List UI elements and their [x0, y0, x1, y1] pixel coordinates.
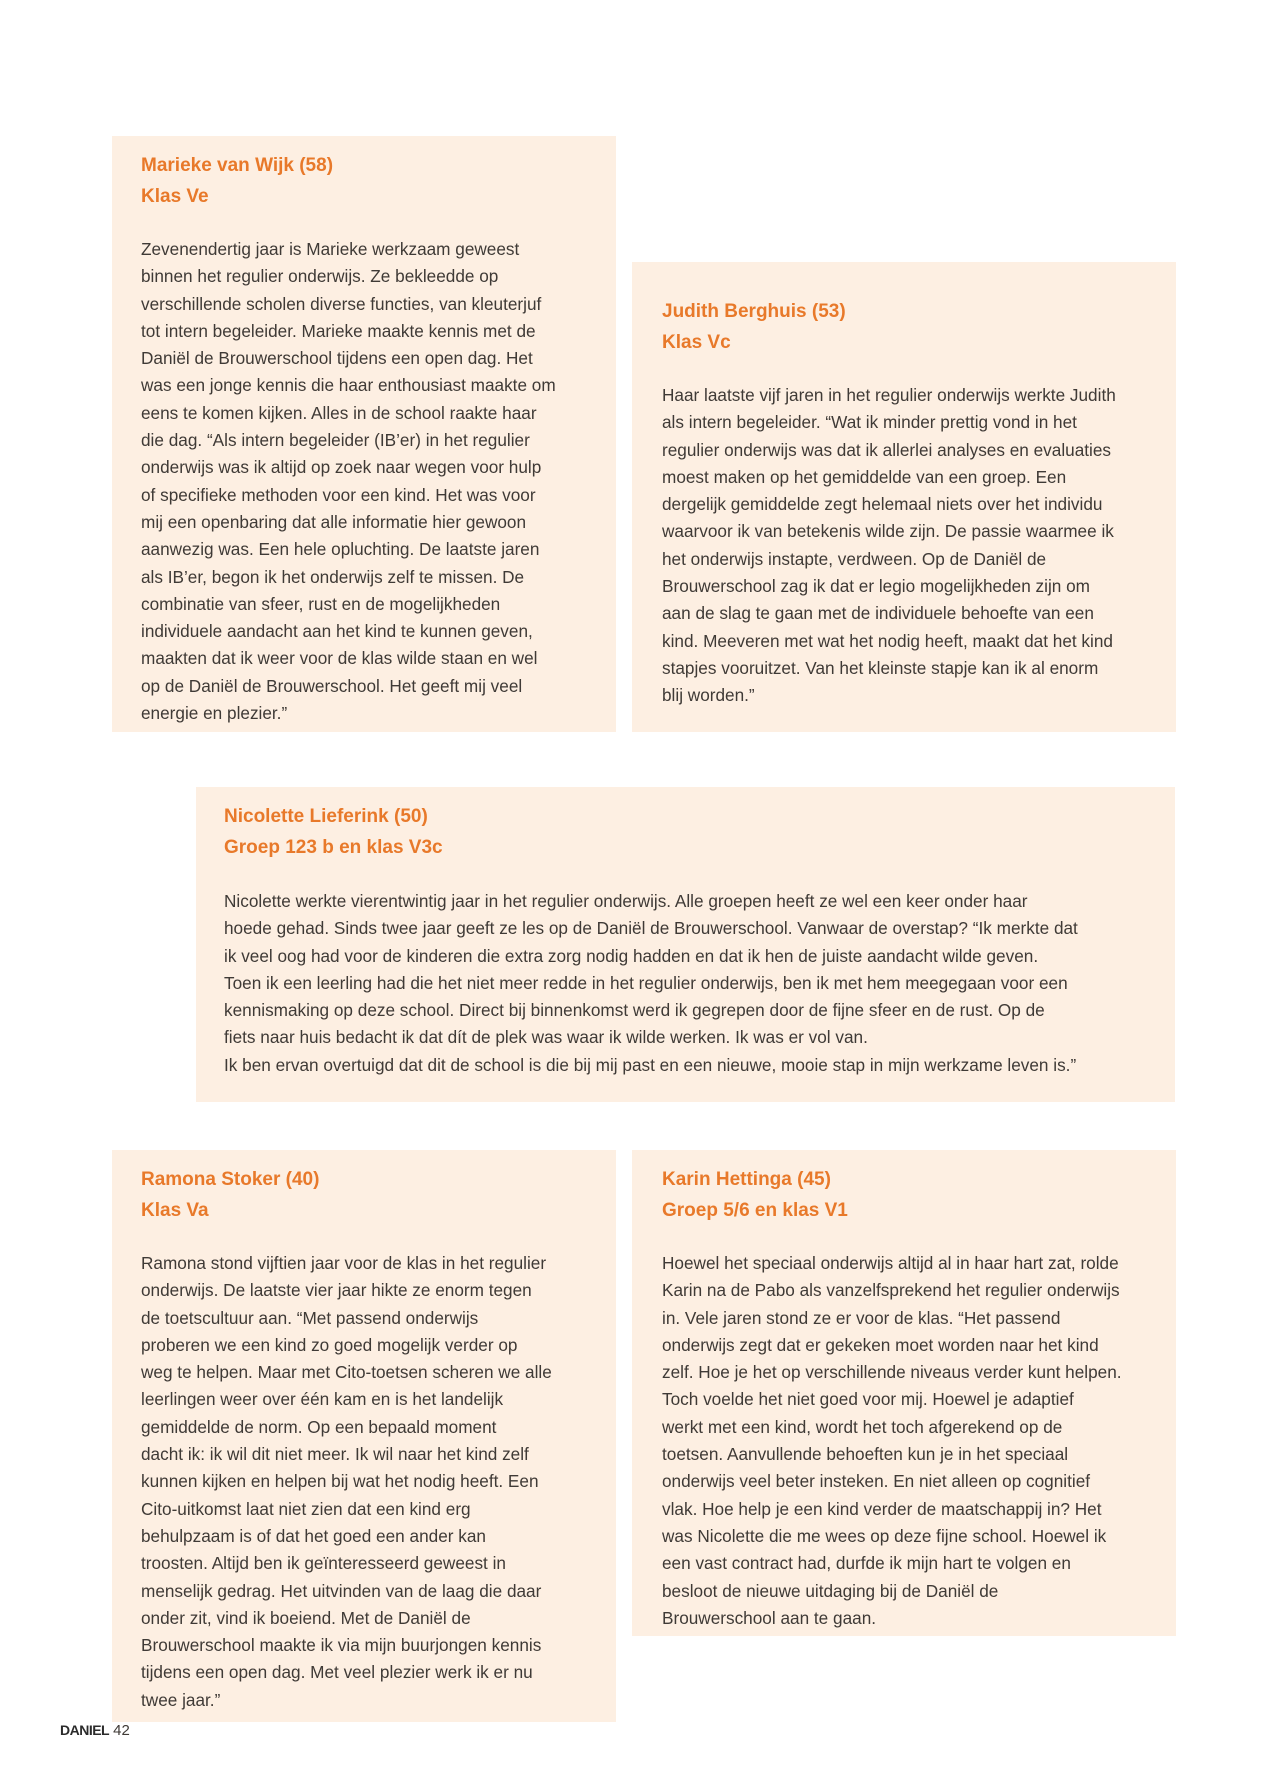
page-footer [60, 1722, 130, 1739]
profile-class: Klas Ve [141, 186, 209, 207]
profile-class: Groep 123 b en klas V3c [224, 837, 443, 858]
profile-card-karin [632, 1150, 1176, 1636]
profile-class: Klas Vc [662, 332, 731, 353]
profile-name: Marieke van Wijk (58) [141, 155, 334, 176]
magazine-logo: DANIEL [60, 1722, 110, 1738]
profile-bio: Haar laatste vijf jaren in het regulier onderwijs werkte Judith als intern begeleider. “Wat ik minder prettig vond in het regulier onderwijs was dat ik allerlei analyses en evaluaties moest maken op het gemiddelde van een groep. Een dergelijk gemiddelde zegt helemaal niets over het individu waarvoor ik van betekenis wilde zijn. De passie waarmee ik het onderwijs instapte, verdween. Op de Daniël de Brouwerschool zag ik dat er legio mogelijkheden zijn om aan de slag te gaan met de individuele behoefte van een kind. Meeveren met wat het nodig heeft, maakt dat het kind stapjes vooruitzet. Van het kleinste stapje kan ik al enorm blij worden.” [662, 385, 1116, 706]
profile-card-marieke [112, 136, 616, 732]
profile-name: Judith Berghuis (53) [662, 301, 846, 322]
page-number: 42 [113, 1722, 130, 1739]
profile-class: Groep 5/6 en klas V1 [662, 1200, 848, 1221]
profile-bio: Hoewel het speciaal onderwijs altijd al in haar hart zat, rolde Karin na de Pabo als vanzelfsprekend het regulier onderwijs in. Vele jaren stond ze er voor de klas. “Het passend onderwijs zegt dat er gekeken moet worden naar het kind zelf. Hoe je het op verschillende niveaus verder kunt helpen. Toch voelde het niet goed voor mij. Hoewel je adaptief werkt met een kind, wordt het toch afgerekend op de toetsen. Aanvullende behoeften kun je in het speciaal onderwijs veel beter insteken. En niet alleen op cognitief vlak. Hoe help je een kind verder de maatschappij in? Het was Nicolette die me wees op deze fijne school. Hoewel ik een vast contract had, durfde ik mijn hart te volgen en besloot de nieuwe uitdaging bij de Daniël de Brouwerschool aan te gaan. [662, 1253, 1122, 1628]
profile-bio: Ramona stond vijftien jaar voor de klas in het regulier onderwijs. De laatste vier jaar hikte ze enorm tegen de toetscultuur aan. “Met passend onderwijs proberen we een kind zo goed mogelijk verder op weg te helpen. Maar met Cito-toetsen scheren we alle leerlingen weer over één kam en is het landelijk gemiddelde de norm. Op een bepaald moment dacht ik: ik wil dit niet meer. Ik wil naar het kind zelf kunnen kijken en helpen bij wat het nodig heeft. Een Cito-uitkomst laat niet zien dat een kind erg behulpzaam is of dat het goed een ander kan troosten. Altijd ben ik geïnteresseerd geweest in menselijk gedrag. Het uitvinden van de laag die daar onder zit, vind ik boeiend. Met de Daniël de Brouwerschool maakte ik via mijn buurjongen kennis tijdens een open dag. Met veel plezier werk ik er nu twee jaar.” [141, 1253, 552, 1710]
profile-card-nicolette [196, 787, 1175, 1102]
profile-class: Klas Va [141, 1200, 209, 1221]
profile-card-ramona [112, 1150, 616, 1722]
profile-name: Karin Hettinga (45) [662, 1169, 831, 1190]
profile-card-judith [632, 262, 1176, 732]
profile-bio: Nicolette werkte vierentwintig jaar in het regulier onderwijs. Alle groepen heeft ze wel een keer onder haar hoede gehad. Sinds twee jaar geeft ze les op de Daniël de Brouwerschool. Vanwaar de overstap? “Ik merkte dat ik veel oog had voor de kinderen die extra zorg nodig hadden en dat ik hen de juiste aandacht wilde geven. Toen ik een leerling had die het niet meer redde in het regulier onderwijs, ben ik met hem meegegaan voor een kennismaking op deze school. Direct bij binnenkomst werd ik gegrepen door de fijne sfeer en de rust. Op de fiets naar huis bedacht ik dat dít de plek was waar ik wilde werken. Ik was er vol van. Ik ben ervan overtuigd dat dit de school is die bij mij past en een nieuwe, mooie stap in mijn werkzame leven is.” [224, 891, 1078, 1075]
profile-bio: Zevenendertig jaar is Marieke werkzaam geweest binnen het regulier onderwijs. Ze bekleedde op verschillende scholen diverse functies, van kleuterjuf tot intern begeleider. Marieke maakte kennis met de Daniël de Brouwerschool tijdens een open dag. Het was een jonge kennis die haar enthousiast maakte om eens te komen kijken. Alles in de school raakte haar die dag. “Als intern begeleider (IB’er) in het regulier onderwijs was ik altijd op zoek naar wegen voor hulp of specifieke methoden voor een kind. Het was voor mij een openbaring dat alle informatie hier gewoon aanwezig was. Een hele opluchting. De laatste jaren als IB’er, begon ik het onderwijs zelf te missen. De combinatie van sfeer, rust en de mogelijkheden individuele aandacht aan het kind te kunnen geven, maakten dat ik weer voor de klas wilde staan en wel op de Daniël de Brouwerschool. Het geeft mij veel energie en plezier.” [141, 239, 556, 724]
profile-name: Ramona Stoker (40) [141, 1169, 320, 1190]
profile-name: Nicolette Lieferink (50) [224, 806, 428, 827]
